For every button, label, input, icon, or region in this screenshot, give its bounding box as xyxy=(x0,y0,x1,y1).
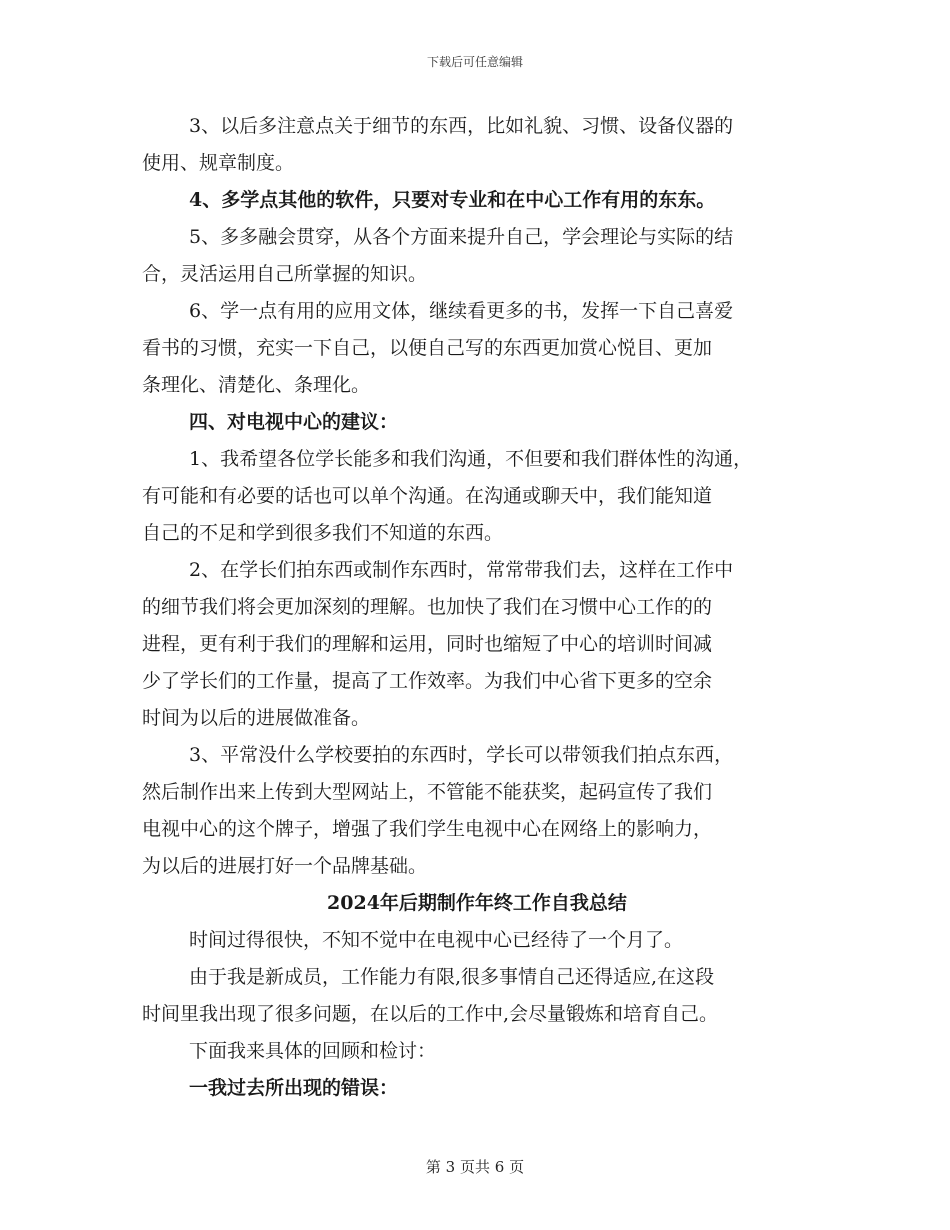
paragraph-line: 看书的习惯，充实一下自己，以便自己写的东西更加赏心悦目、更加 xyxy=(142,337,713,359)
paragraph-line: 有可能和有必要的话也可以单个沟通。在沟通或聊天中，我们能知道 xyxy=(142,485,713,507)
bold-paragraph-line: 4、多学点其他的软件，只要对专业和在中心工作有用的东东。 xyxy=(189,189,716,211)
paragraph-line: 时间里我出现了很多问题，在以后的工作中,会尽量锻炼和培育自己。 xyxy=(142,1003,719,1025)
paragraph-line: 然后制作出来上传到大型网站上，不管能不能获奖，起码宣传了我们 xyxy=(142,781,713,803)
paragraph-line: 自己的不足和学到很多我们不知道的东西。 xyxy=(142,522,504,544)
paragraph-line: 为以后的进展打好一个品牌基础。 xyxy=(142,855,428,877)
paragraph-line: 下面我来具体的回顾和检讨： xyxy=(189,1040,437,1062)
paragraph-line: 合，灵活运用自己所掌握的知识。 xyxy=(142,263,428,285)
paragraph-line: 5、多多融会贯穿，从各个方面来提升自己，学会理论与实际的结 xyxy=(189,226,734,248)
paragraph-line: 电视中心的这个牌子，增强了我们学生电视中心在网络上的影响力， xyxy=(142,818,713,840)
section-heading: 一我过去所出现的错误： xyxy=(189,1077,399,1099)
page-footer: 第 3 页共 6 页 xyxy=(425,1158,525,1176)
paragraph-line: 2、在学长们拍东西或制作东西时，常常带我们去，这样在工作中 xyxy=(189,559,734,581)
page-header: 下载后可任意编辑 xyxy=(426,55,523,69)
paragraph-line: 使用、规章制度。 xyxy=(142,152,295,174)
paragraph-line: 由于我是新成员，工作能力有限,很多事情自己还得适应,在这段 xyxy=(189,966,715,988)
paragraph-line: 条理化、清楚化、条理化。 xyxy=(142,374,371,396)
paragraph-line: 6、学一点有用的应用文体，继续看更多的书，发挥一下自己喜爱 xyxy=(189,300,734,322)
paragraph-line: 进程，更有利于我们的理解和运用，同时也缩短了中心的培训时间减 xyxy=(142,633,713,655)
document-title: 2024年后期制作年终工作自我总结 xyxy=(327,892,627,914)
paragraph-line: 3、平常没什么学校要拍的东西时，学长可以带领我们拍点东西， xyxy=(189,744,734,766)
section-heading: 四、对电视中心的建议： xyxy=(189,411,399,433)
paragraph-line: 1、我希望各位学长能多和我们沟通，不但要和我们群体性的沟通， xyxy=(189,448,753,470)
paragraph-line: 时间为以后的进展做准备。 xyxy=(142,707,371,729)
paragraph-line: 时间过得很快，不知不觉中在电视中心已经待了一个月了。 xyxy=(189,929,684,951)
paragraph-line: 的细节我们将会更加深刻的理解。也加快了我们在习惯中心工作的的 xyxy=(142,596,713,618)
paragraph-line: 3、以后多注意点关于细节的东西，比如礼貌、习惯、设备仪器的 xyxy=(189,115,734,137)
document-body xyxy=(142,108,812,1107)
paragraph-line: 少了学长们的工作量，提高了工作效率。为我们中心省下更多的空余 xyxy=(142,670,713,692)
